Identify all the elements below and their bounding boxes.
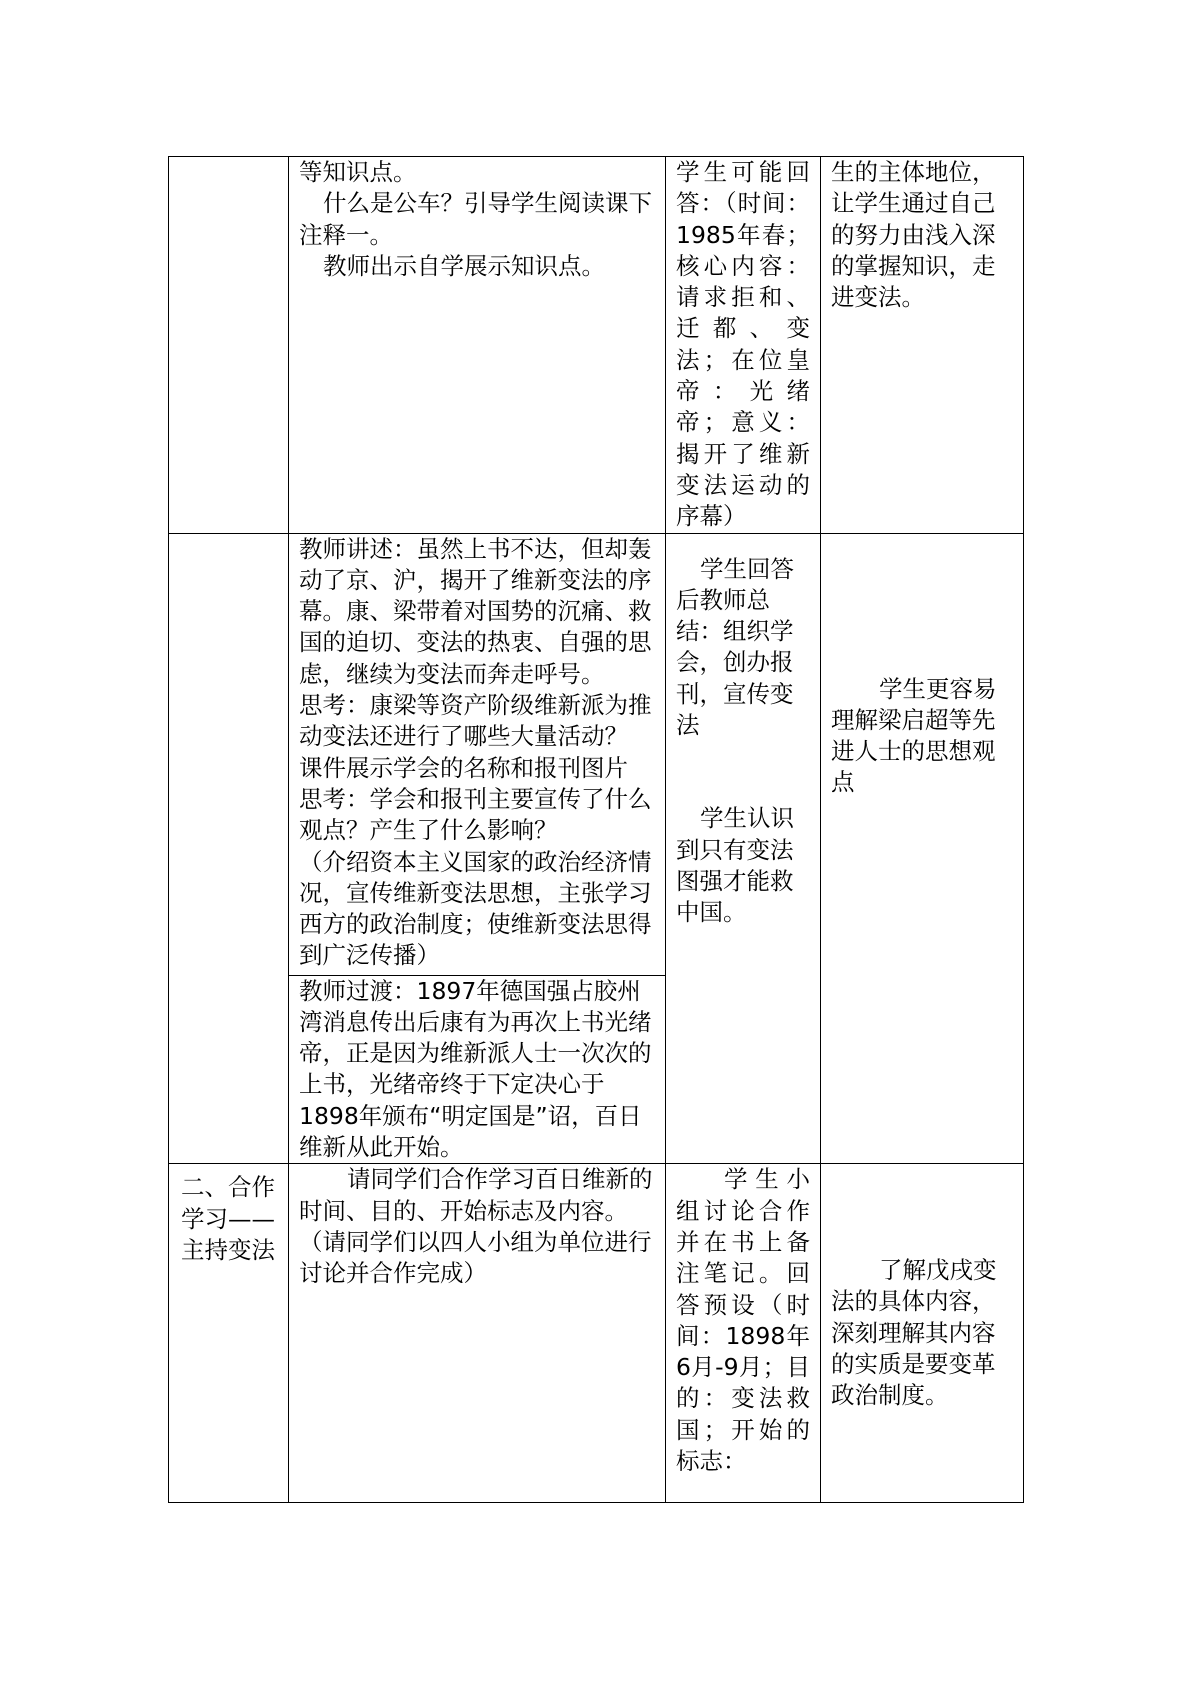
design-intent-cell bbox=[821, 157, 1024, 534]
design-intent-cell bbox=[821, 533, 1024, 1164]
student-text: 学生回答后教师总结：组织学会，创办报刊，宣传变法 bbox=[676, 554, 794, 740]
student-activity-cell bbox=[666, 157, 821, 534]
teacher-activity-cell bbox=[289, 1164, 666, 1503]
teacher-activity-cell bbox=[289, 975, 666, 1164]
intent-text: 生的主体地位，让学生通过自己的努力由浅入深的掌握知识，走进变法。 bbox=[831, 158, 996, 312]
activity-text: 教师过渡：1897年德国强占胶州湾消息传出后康有为再次上书光绪帝，正是因为维新派人士一次次的上书，光绪帝终于下定决心于1898年颁布“明定国是”诏，百日维新从此开始。 bbox=[299, 976, 652, 1162]
student-text: 学生认识到只有变法图强才能救中国。 bbox=[676, 804, 794, 927]
activity-text: 思考：学会和报刊主要宣传了什么观点？产生了什么影响？ bbox=[299, 784, 652, 845]
section-cell: 二、合作学习——主持变法 bbox=[169, 1164, 289, 1503]
student-activity-cell bbox=[666, 533, 821, 1164]
activity-text: 思考：康梁等资产阶级维新派为推动变法还进行了哪些大量活动？ bbox=[299, 691, 652, 751]
activity-text: （请同学们以四人小组为单位进行讨论并合作完成） bbox=[299, 1227, 652, 1288]
table-row bbox=[169, 1164, 1024, 1503]
intent-text: 了解戊戌变法的具体内容，深刻理解其内容的实质是要变革政治制度。 bbox=[831, 1256, 997, 1410]
table-row bbox=[169, 533, 1024, 975]
activity-text: 等知识点。 bbox=[299, 158, 417, 186]
design-intent-cell bbox=[821, 1164, 1024, 1503]
section-cell bbox=[169, 157, 289, 534]
teacher-activity-cell bbox=[289, 533, 666, 975]
spacer bbox=[676, 741, 810, 803]
student-activity-cell bbox=[666, 1164, 821, 1503]
table-row bbox=[169, 157, 1024, 534]
section-cell bbox=[169, 533, 289, 1164]
student-text: 学生可能回答：（时间：1985年春；核心内容：请求拒和、迁都、变法；在位皇帝：光绪帝；意义：揭开了维新变法运动的序幕） bbox=[676, 158, 810, 531]
activity-text: 请同学们合作学习百日维新的时间、目的、开始标志及内容。 bbox=[299, 1165, 653, 1225]
activity-text: （介绍资本主义国家的政治经济情况，宣传维新变法思想，主张学习西方的政治制度；使维新变法思得到广泛传播） bbox=[299, 847, 652, 970]
lesson-plan-table bbox=[168, 156, 1024, 1503]
activity-text: 课件展示学会的名称和报刊图片 bbox=[299, 753, 628, 782]
activity-text: 什么是公车？引导学生阅读课下注释一。 bbox=[299, 189, 652, 249]
activity-text: 教师讲述：虽然上书不达，但却轰动了京、沪，揭开了维新变法的序幕。康、梁带着对国势的沉痛、救国的迫切、变法的热衷、自强的思虑，继续为变法而奔走呼号。 bbox=[299, 534, 652, 688]
intent-text: 学生更容易理解梁启超等先进人士的思想观点 bbox=[831, 674, 997, 797]
activity-text: 教师出示自学展示知识点。 bbox=[323, 251, 605, 280]
student-text: 学生小组讨论合作并在书上备注笔记。回答预设（时间：1898年6月-9月；目的：变法救国；开始的标志： bbox=[676, 1165, 810, 1476]
teacher-activity-cell bbox=[289, 157, 666, 534]
